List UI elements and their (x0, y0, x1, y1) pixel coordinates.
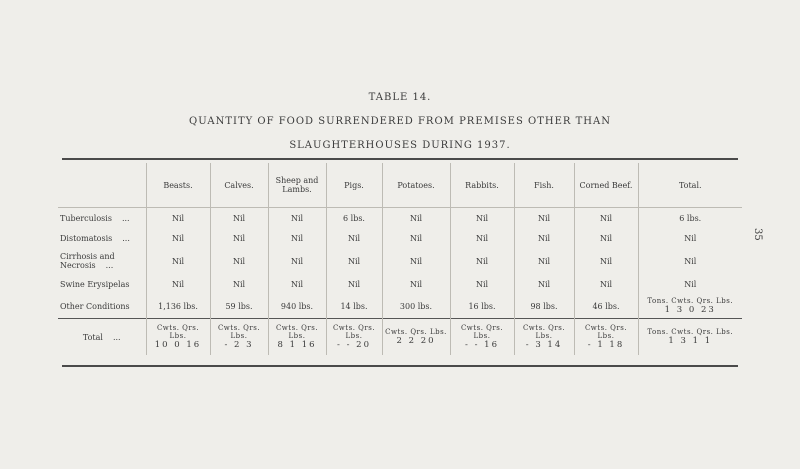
header-blank (58, 163, 146, 208)
cell: Nil (574, 248, 638, 274)
header-beasts: Beasts. (146, 163, 210, 208)
cell: 1,136 lbs. (146, 294, 210, 319)
units-values: 1 3 0 23 (664, 305, 716, 315)
cell: Nil (514, 228, 574, 248)
cell: Nil (638, 274, 742, 294)
row-label: Other Conditions (60, 301, 130, 311)
cell: Nil (326, 274, 382, 294)
cell: Nil (146, 228, 210, 248)
top-rule (62, 158, 738, 160)
total-row (58, 319, 742, 356)
header-potatoes: Potatoes. (382, 163, 450, 208)
cell: Nil (382, 274, 450, 294)
table-row (58, 208, 742, 229)
row-label: Distomatosis ... (60, 233, 130, 243)
cell: 300 lbs. (382, 294, 450, 319)
page-number: 35 (752, 228, 763, 241)
header-total: Total. (638, 163, 742, 208)
cell: Nil (638, 228, 742, 248)
cell: 14 lbs. (326, 294, 382, 319)
header-corned-beef: Corned Beef. (574, 163, 638, 208)
table-row (58, 274, 742, 294)
cell: Nil (268, 274, 326, 294)
cell: Nil (146, 208, 210, 229)
cell: Nil (574, 228, 638, 248)
total-cell: Cwts. Qrs. Lbs. - - 16 (450, 319, 514, 356)
table-number: TABLE 14. (368, 92, 432, 103)
cell: Nil (574, 208, 638, 229)
cell: Nil (326, 228, 382, 248)
header-fish: Fish. (514, 163, 574, 208)
cell: Nil (210, 228, 268, 248)
cell-total-other (638, 294, 742, 319)
header-rabbits: Rabbits. (450, 163, 514, 208)
total-cell: Cwts. Qrs. Lbs. 8 1 16 (268, 319, 326, 356)
cell: Nil (450, 208, 514, 229)
cell: Nil (382, 248, 450, 274)
bottom-rule (62, 365, 738, 367)
cell: 98 lbs. (514, 294, 574, 319)
table-row (58, 228, 742, 248)
header-sheep-lambs: Sheep and Lambs. (268, 163, 326, 208)
table-title-line2: SLAUGHTERHOUSES DURING 1937. (289, 140, 511, 151)
cell: Nil (450, 228, 514, 248)
total-cell: Cwts. Qrs. Lbs. - - 20 (326, 319, 382, 356)
row-label: Cirrhosis and Necrosis ... (60, 252, 115, 270)
total-label: Total ... (58, 319, 146, 356)
total-cell: Cwts. Qrs. Lbs. - 2 3 (210, 319, 268, 356)
total-cell: Cwts. Qrs. Lbs. 2 2 20 (382, 319, 450, 356)
cell: Nil (268, 208, 326, 229)
total-cell-grand: Tons. Cwts. Qrs. Lbs. 1 3 1 1 (638, 319, 742, 356)
cell: Nil (268, 228, 326, 248)
cell: Nil (326, 248, 382, 274)
cell: Nil (514, 274, 574, 294)
cell: 940 lbs. (268, 294, 326, 319)
cell: Nil (210, 248, 268, 274)
cell: Nil (450, 274, 514, 294)
cell: Nil (450, 248, 514, 274)
total-cell: Cwts. Qrs. Lbs. 10 0 16 (146, 319, 210, 356)
total-cell: Cwts. Qrs. Lbs. - 1 18 (574, 319, 638, 356)
cell: Nil (574, 274, 638, 294)
cell: Nil (146, 248, 210, 274)
cell: 6 lbs. (638, 208, 742, 229)
units-label: Tons. Cwts. Qrs. Lbs. (647, 297, 734, 305)
cell: 46 lbs. (574, 294, 638, 319)
cell: 16 lbs. (450, 294, 514, 319)
cell: Nil (210, 274, 268, 294)
header-calves: Calves. (210, 163, 268, 208)
cell: Nil (514, 248, 574, 274)
cell: Nil (514, 208, 574, 229)
cell: Nil (638, 248, 742, 274)
cell: Nil (146, 274, 210, 294)
food-surrendered-table (58, 163, 742, 355)
cell: 6 lbs. (326, 208, 382, 229)
cell: Nil (382, 228, 450, 248)
cell: Nil (268, 248, 326, 274)
cell: Nil (210, 208, 268, 229)
header-pigs: Pigs. (326, 163, 382, 208)
row-label: Swine Erysipelas (60, 279, 130, 289)
table-row (58, 248, 742, 274)
cell: 59 lbs. (210, 294, 268, 319)
table-row (58, 294, 742, 319)
header-row (58, 163, 742, 208)
row-label: Tuberculosis ... (60, 213, 130, 223)
cell: Nil (382, 208, 450, 229)
total-cell: Cwts. Qrs. Lbs. - 3 14 (514, 319, 574, 356)
table-title-line1: QUANTITY OF FOOD SURRENDERED FROM PREMISES OTHER THAN (189, 116, 611, 127)
